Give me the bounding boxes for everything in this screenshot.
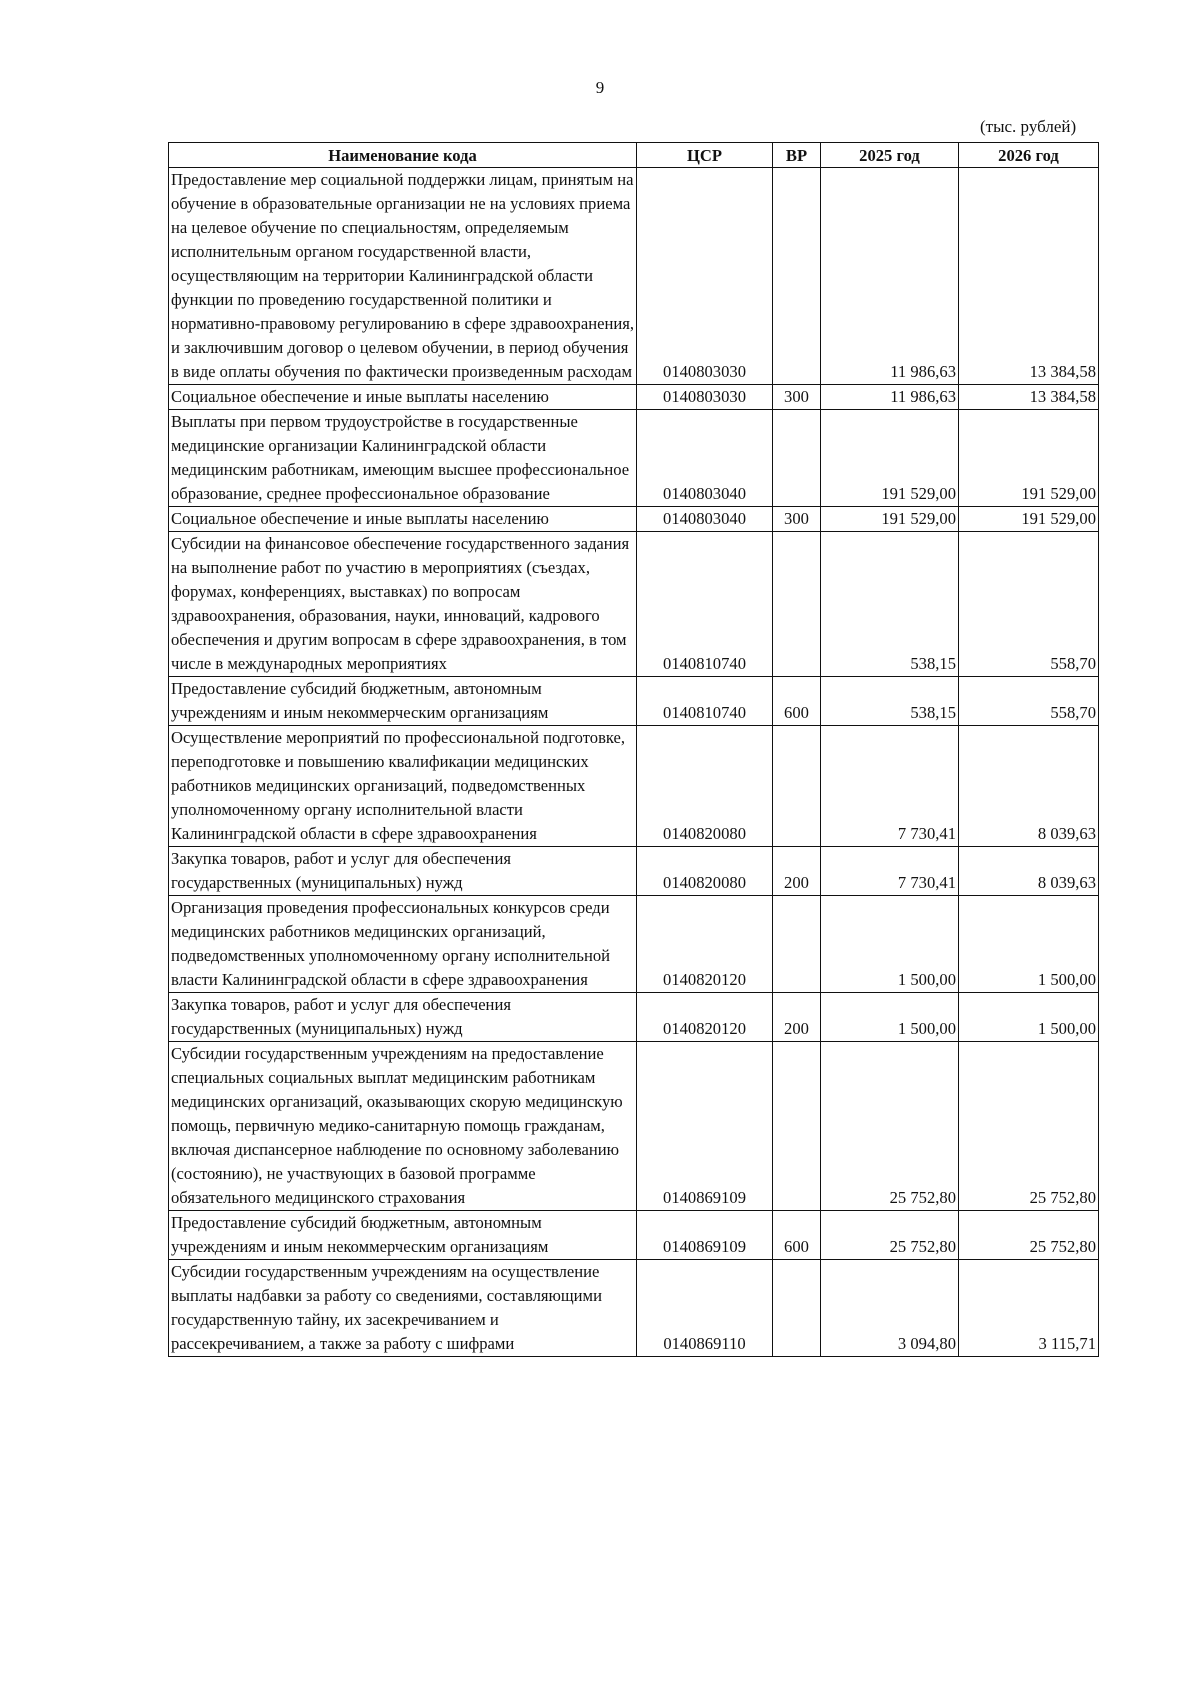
table-row bbox=[169, 677, 1099, 726]
row-vr-cell bbox=[773, 1042, 821, 1211]
row-2025-cell: 11 986,63 bbox=[821, 385, 959, 410]
row-2026-cell: 25 752,80 bbox=[959, 1042, 1099, 1211]
table-row bbox=[169, 847, 1099, 896]
row-name-cell: Предоставление субсидий бюджетным, автономным учреждениям и иным некоммерческим организациям bbox=[169, 1211, 637, 1260]
row-2026-cell: 191 529,00 bbox=[959, 507, 1099, 532]
row-name-cell: Субсидии государственным учреждениям на предоставление специальных социальных выплат медицинским работникам медицинских организаций, оказывающих скорую медицинскую помощь, первичную медико-санитарную помощь гражданам, включая диспансерное наблюдение по основному заболеванию (состоянию), не участвующих в базовой программе обязательного медицинского страхования bbox=[169, 1042, 637, 1211]
row-vr-cell bbox=[773, 410, 821, 507]
row-csr-cell: 0140820080 bbox=[637, 726, 773, 847]
row-2025-cell: 7 730,41 bbox=[821, 847, 959, 896]
table-row bbox=[169, 507, 1099, 532]
row-vr-cell: 300 bbox=[773, 385, 821, 410]
row-csr-cell: 0140869110 bbox=[637, 1260, 773, 1357]
table-row bbox=[169, 896, 1099, 993]
row-csr-cell: 0140810740 bbox=[637, 677, 773, 726]
row-name-cell: Выплаты при первом трудоустройстве в государственные медицинские организации Калининградской области медицинским работникам, имеющим высшее профессиональное образование, среднее профессиональное образование bbox=[169, 410, 637, 507]
header-csr: ЦСР bbox=[637, 143, 773, 168]
row-csr-cell: 0140803040 bbox=[637, 410, 773, 507]
header-vr: ВР bbox=[773, 143, 821, 168]
row-2026-cell: 1 500,00 bbox=[959, 993, 1099, 1042]
row-2026-cell: 1 500,00 bbox=[959, 896, 1099, 993]
row-vr-cell bbox=[773, 726, 821, 847]
row-csr-cell: 0140810740 bbox=[637, 532, 773, 677]
row-2025-cell: 1 500,00 bbox=[821, 896, 959, 993]
row-2025-cell: 11 986,63 bbox=[821, 168, 959, 385]
table-row bbox=[169, 532, 1099, 677]
table-row bbox=[169, 385, 1099, 410]
row-2026-cell: 558,70 bbox=[959, 532, 1099, 677]
row-2026-cell: 3 115,71 bbox=[959, 1260, 1099, 1357]
table-row bbox=[169, 1042, 1099, 1211]
row-name-cell: Закупка товаров, работ и услуг для обеспечения государственных (муниципальных) нужд bbox=[169, 993, 637, 1042]
row-name-cell: Предоставление субсидий бюджетным, автономным учреждениям и иным некоммерческим организациям bbox=[169, 677, 637, 726]
table-row bbox=[169, 993, 1099, 1042]
header-name: Наименование кода bbox=[169, 143, 637, 168]
row-vr-cell bbox=[773, 532, 821, 677]
row-vr-cell: 600 bbox=[773, 677, 821, 726]
row-2025-cell: 25 752,80 bbox=[821, 1211, 959, 1260]
row-vr-cell bbox=[773, 1260, 821, 1357]
row-2025-cell: 25 752,80 bbox=[821, 1042, 959, 1211]
row-name-cell: Закупка товаров, работ и услуг для обеспечения государственных (муниципальных) нужд bbox=[169, 847, 637, 896]
row-name-cell: Субсидии государственным учреждениям на осуществление выплаты надбавки за работу со сведениями, составляющими государственную тайну, их засекречиванием и рассекречиванием, а также за работу с шифрами bbox=[169, 1260, 637, 1357]
row-csr-cell: 0140803030 bbox=[637, 385, 773, 410]
row-2026-cell: 13 384,58 bbox=[959, 385, 1099, 410]
table-row bbox=[169, 1211, 1099, 1260]
table-row bbox=[169, 1260, 1099, 1357]
row-name-cell: Организация проведения профессиональных конкурсов среди медицинских работников медицинских организаций, подведомственных уполномоченному органу исполнительной власти Калининградской области в сфере здравоохранения bbox=[169, 896, 637, 993]
row-2025-cell: 191 529,00 bbox=[821, 410, 959, 507]
row-2026-cell: 191 529,00 bbox=[959, 410, 1099, 507]
row-csr-cell: 0140803040 bbox=[637, 507, 773, 532]
row-name-cell: Социальное обеспечение и иные выплаты населению bbox=[169, 385, 637, 410]
row-2026-cell: 25 752,80 bbox=[959, 1211, 1099, 1260]
page-number: 9 bbox=[595, 78, 605, 97]
row-name-cell: Субсидии на финансовое обеспечение государственного задания на выполнение работ по участию в мероприятиях (съездах, форумах, конференциях, выставках) по вопросам здравоохранения, образования, науки, инноваций, кадрового обеспечения и другим вопросам в сфере здравоохранения, в том числе в международных мероприятиях bbox=[169, 532, 637, 677]
row-name-cell: Социальное обеспечение и иные выплаты населению bbox=[169, 507, 637, 532]
row-2025-cell: 191 529,00 bbox=[821, 507, 959, 532]
table-row bbox=[169, 168, 1099, 385]
row-csr-cell: 0140820120 bbox=[637, 993, 773, 1042]
row-name-cell: Предоставление мер социальной поддержки лицам, принятым на обучение в образовательные организации не на условиях приема на целевое обучение по специальностям, определяемым исполнительным органом государственной власти, осуществляющим на территории Калининградской области функции по проведению государственной политики и нормативно-правовому регулированию в сфере здравоохранения, и заключившим договор о целевом обучении, в период обучения в виде оплаты обучения по фактически произведенным расходам bbox=[169, 168, 637, 385]
row-2025-cell: 1 500,00 bbox=[821, 993, 959, 1042]
row-2025-cell: 538,15 bbox=[821, 677, 959, 726]
row-2025-cell: 538,15 bbox=[821, 532, 959, 677]
row-name-cell: Осуществление мероприятий по профессиональной подготовке, переподготовке и повышению квалификации медицинских работников медицинских организаций, подведомственных уполномоченному органу исполнительной власти Калининградской области в сфере здравоохранения bbox=[169, 726, 637, 847]
header-2025: 2025 год bbox=[821, 143, 959, 168]
budget-table bbox=[168, 142, 1099, 1357]
row-2025-cell: 3 094,80 bbox=[821, 1260, 959, 1357]
header-2026: 2026 год bbox=[959, 143, 1099, 168]
row-vr-cell: 200 bbox=[773, 847, 821, 896]
row-2025-cell: 7 730,41 bbox=[821, 726, 959, 847]
row-vr-cell: 200 bbox=[773, 993, 821, 1042]
row-csr-cell: 0140869109 bbox=[637, 1211, 773, 1260]
row-vr-cell bbox=[773, 168, 821, 385]
table-body bbox=[169, 168, 1099, 1357]
row-csr-cell: 0140803030 bbox=[637, 168, 773, 385]
row-2026-cell: 13 384,58 bbox=[959, 168, 1099, 385]
row-vr-cell: 600 bbox=[773, 1211, 821, 1260]
table-row bbox=[169, 726, 1099, 847]
units-label: (тыс. рублей) bbox=[980, 117, 1077, 136]
row-vr-cell: 300 bbox=[773, 507, 821, 532]
table-header-row bbox=[169, 143, 1099, 168]
row-2026-cell: 558,70 bbox=[959, 677, 1099, 726]
row-vr-cell bbox=[773, 896, 821, 993]
table-row bbox=[169, 410, 1099, 507]
row-csr-cell: 0140820080 bbox=[637, 847, 773, 896]
row-2026-cell: 8 039,63 bbox=[959, 847, 1099, 896]
row-csr-cell: 0140869109 bbox=[637, 1042, 773, 1211]
row-csr-cell: 0140820120 bbox=[637, 896, 773, 993]
row-2026-cell: 8 039,63 bbox=[959, 726, 1099, 847]
